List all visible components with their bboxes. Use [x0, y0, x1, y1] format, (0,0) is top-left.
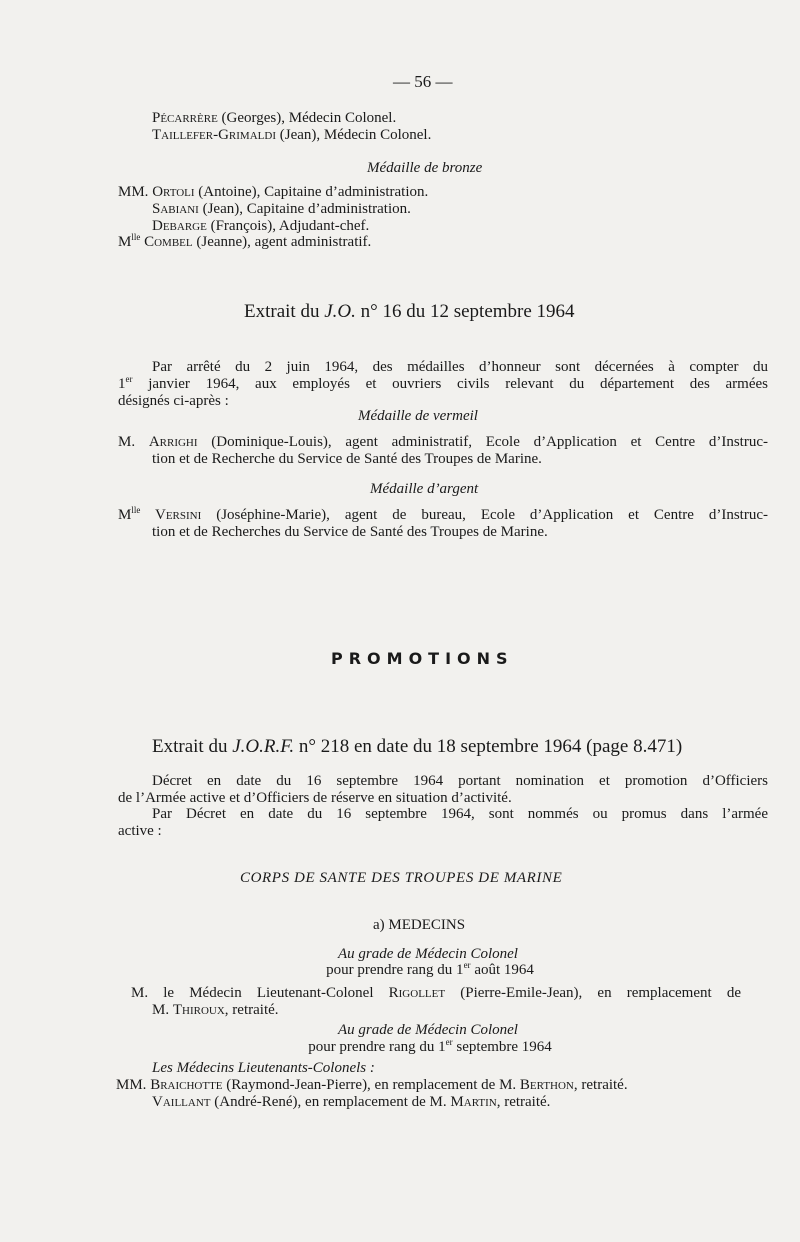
list-item-continuation: tion et de Recherche du Service de Santé des Troupes de Marine.: [152, 451, 542, 467]
grade-heading: Au grade de Médecin Colonel: [338, 1022, 518, 1038]
list-item: [118, 234, 371, 251]
text: pour prendre rang du 1: [326, 962, 464, 978]
paragraph-line: de l’Armée active et d’Officiers de réserve en situation d’activité.: [118, 790, 512, 806]
list-subheading: Les Médecins Lieutenants-Colonels :: [152, 1060, 375, 1076]
list-item: [118, 184, 428, 201]
person-detail: (Dominique-Louis), agent administratif, Ecole d’Application et Centre d’Instruc-: [197, 434, 768, 450]
person-name: Sabiani: [152, 201, 199, 217]
grade-heading: Au grade de Médecin Colonel: [338, 946, 518, 962]
list-item: [152, 201, 411, 218]
paragraph-line: Décret en date du 16 septembre 1964 portant nomination et promotion d’Officiers: [152, 773, 768, 789]
list-item: [116, 1077, 628, 1094]
person-name: Vaillant: [152, 1094, 211, 1110]
person-name: Thiroux: [172, 1002, 225, 1018]
text: 1: [118, 376, 126, 392]
list-item-continuation: [152, 1002, 279, 1019]
person-detail: (Joséphine-Marie), agent de bureau, Ecole d’Application et Centre d’Instruc-: [201, 507, 768, 523]
person-detail: (Jeanne), agent administratif.: [192, 234, 372, 250]
title-prefix: M: [118, 234, 132, 250]
paragraph-line: [118, 376, 768, 393]
list-item: [152, 1094, 550, 1111]
paragraph-line: active :: [118, 823, 162, 839]
title-prefix: M.: [118, 434, 149, 450]
person-name: Versini: [140, 507, 202, 523]
title-prefix: MM.: [118, 184, 153, 200]
text: septembre 1964: [452, 1039, 552, 1055]
title-prefix: MM.: [116, 1077, 151, 1093]
person-detail: (André-René), en remplacement de M.: [210, 1094, 451, 1110]
text: pour prendre rang du 1: [308, 1039, 446, 1055]
person-detail: , retraité.: [573, 1077, 628, 1093]
person-detail: (Jean), Médecin Colonel.: [275, 127, 432, 143]
list-item-continuation: tion et de Recherches du Service de Santé des Troupes de Marine.: [152, 524, 548, 540]
person-detail: , retraité.: [224, 1002, 279, 1018]
person-detail: (François), Adjudant-chef.: [206, 218, 370, 234]
person-detail: (Pierre-Emile-Jean), en remplacement de: [445, 985, 741, 1001]
title-prefix: M: [118, 507, 132, 523]
paragraph-line: Par Décret en date du 16 septembre 1964, sont nommés ou promus dans l’armée: [152, 806, 768, 822]
rank-date: [270, 1039, 590, 1056]
medal-heading: Médaille de vermeil: [358, 408, 478, 424]
person-name: Taillefer-Grimaldi: [152, 127, 276, 143]
person-detail: (Antoine), Capitaine d’administration.: [194, 184, 429, 200]
list-item: [118, 507, 768, 524]
text-sup: er: [125, 374, 133, 384]
title-prefix: M. le Médecin Lieutenant-Colonel: [131, 985, 389, 1001]
person-name: Debarge: [152, 218, 207, 234]
list-item: [118, 434, 768, 451]
promotions-title: PROMOTIONS: [331, 649, 514, 668]
person-detail: , retraité.: [496, 1094, 551, 1110]
text-sup: er: [463, 960, 471, 970]
list-item: [131, 985, 741, 1002]
page-number: — 56 —: [393, 72, 453, 91]
journal-ref: J.O.R.F.: [232, 736, 295, 757]
person-name: Ortoli: [152, 184, 195, 200]
heading-text: n° 16 du 12 septembre 1964: [355, 301, 575, 322]
title-suffix: lle: [131, 505, 141, 515]
text: janvier 1964, aux employés et ouvriers civils relevant du département des armées: [132, 376, 768, 392]
medal-heading: Médaille d’argent: [370, 481, 479, 497]
list-item: [152, 218, 369, 235]
text: août 1964: [470, 962, 534, 978]
journal-ref: J.O.: [324, 301, 356, 322]
heading-text: Extrait du: [152, 736, 233, 757]
person-name: Braichotte: [150, 1077, 223, 1093]
person-detail: (Raymond-Jean-Pierre), en remplacement de M.: [222, 1077, 520, 1093]
paragraph-line: Par arrêté du 2 juin 1964, des médailles d’honneur sont décernées à compter du: [152, 359, 768, 375]
title-suffix: lle: [131, 232, 141, 242]
medal-heading: Médaille de bronze: [367, 160, 483, 176]
title-prefix: M.: [152, 1002, 173, 1018]
heading-text: n° 218 en date du 18 septembre 1964 (page 8.471): [294, 736, 683, 757]
heading-text: Extrait du: [244, 301, 325, 322]
paragraph-line: désignés ci-après :: [118, 393, 229, 409]
list-item: [152, 127, 431, 144]
corps-heading: CORPS DE SANTE DES TROUPES DE MARINE: [240, 870, 563, 886]
person-name: Berthon: [519, 1077, 574, 1093]
subsection-heading: a) MEDECINS: [373, 917, 466, 933]
section-heading: [244, 301, 575, 323]
rank-date: [280, 962, 580, 979]
section-heading: [152, 736, 682, 758]
person-detail: (Georges), Médecin Colonel.: [217, 110, 397, 126]
text-sup: er: [445, 1037, 453, 1047]
person-name: Arrighi: [148, 434, 198, 450]
person-name: Rigollet: [388, 985, 446, 1001]
person-name: Combel: [140, 234, 193, 250]
person-detail: (Jean), Capitaine d’administration.: [198, 201, 411, 217]
list-item: [152, 110, 396, 127]
person-name: Pécarrère: [152, 110, 218, 126]
person-name: Martin: [450, 1094, 497, 1110]
